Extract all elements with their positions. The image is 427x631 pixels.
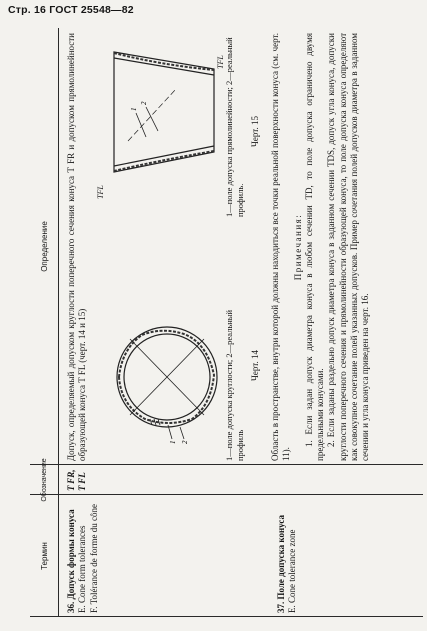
definition-37-text: Область в пространстве, внутри которой должны находиться все точки реальной поверхности конуса (см. черт. 11). bbox=[270, 33, 292, 461]
page-number: Стр. 16 bbox=[8, 4, 47, 16]
rotated-page bbox=[30, 28, 423, 617]
figure-14-label: Черт. 14 bbox=[250, 350, 260, 381]
note-1: 1. Если задан допуск диаметра конуса в любом сечении TD, то поле допуска ограничено двумя предельными конусами. bbox=[303, 33, 326, 461]
column-header-term: Термин bbox=[39, 542, 49, 570]
real-profile-left bbox=[114, 151, 214, 171]
figure-15-label: Черт. 15 bbox=[250, 116, 260, 147]
term-36-title: 36. Допуск формы конуса bbox=[66, 509, 76, 613]
term-37-en: E. Cone tolerance zone bbox=[287, 529, 298, 613]
note-2: 2. Если заданы раздельно допуск диаметра конуса в заданном сечении TDS, допуск угла конуса, допуски круглости поперечного сечения и прямолинейности образующей конуса, то поле допуска конуса определяют как совокупное сочетание полей указанных допусков. Пример сочетания полей допусков диаметра в заданном сечении и угла конуса приведен на черт. 16. bbox=[326, 33, 371, 461]
term-36 bbox=[66, 497, 100, 613]
figure-15-caption: 1—поле допуска прямолинейности; 2—реальный профиль. bbox=[224, 37, 245, 217]
fig15-symbol-bottom: TFL bbox=[216, 55, 225, 69]
column-divider-2 bbox=[30, 464, 423, 465]
figure-14-caption: 1—поле допуска круглости; 2—реальный профиль bbox=[224, 309, 245, 461]
definition-36: Допуск, определяемый допуском круглости поперечного сечения конуса T FR и допуском прямолинейности образующей конуса T FL (черт. 14 и 15) bbox=[66, 33, 88, 461]
column-header-definition: Определение bbox=[39, 221, 49, 272]
leader-1 bbox=[136, 113, 146, 137]
column-divider-1 bbox=[30, 494, 423, 495]
header-divider bbox=[58, 28, 59, 617]
notes-heading: Примечания: bbox=[292, 213, 303, 281]
real-profile-right bbox=[114, 53, 214, 70]
figure-14-roundness bbox=[112, 297, 222, 447]
page-header bbox=[8, 4, 134, 16]
term-37 bbox=[276, 497, 299, 613]
inner-generatrix-left bbox=[114, 146, 214, 166]
fig15-callout-2: 2 bbox=[140, 101, 148, 105]
standard-code: ГОСТ 25548—82 bbox=[49, 4, 134, 16]
term-36-fr: F. Tolérance de forme du cône bbox=[88, 504, 99, 613]
table-border-left bbox=[30, 616, 423, 617]
fig14-callout-2: 2 bbox=[181, 440, 189, 444]
terms-table bbox=[30, 28, 423, 617]
definition-37 bbox=[270, 33, 372, 461]
term-37-title: 37. Поле допуска конуса bbox=[276, 514, 286, 613]
leader-line-2 bbox=[180, 427, 184, 439]
fig15-symbol-top: TFL bbox=[96, 185, 105, 199]
symbol-36: T FR, T FL bbox=[66, 469, 88, 491]
fig15-callout-1: 1 bbox=[130, 107, 138, 111]
term-36-en: E. Cone form tolerances bbox=[77, 525, 88, 613]
figure-15-straightness bbox=[106, 37, 226, 207]
fig14-callout-1: 1 bbox=[169, 440, 177, 444]
column-header-symbol: Обозначение bbox=[40, 458, 48, 502]
axis-line bbox=[128, 89, 176, 141]
